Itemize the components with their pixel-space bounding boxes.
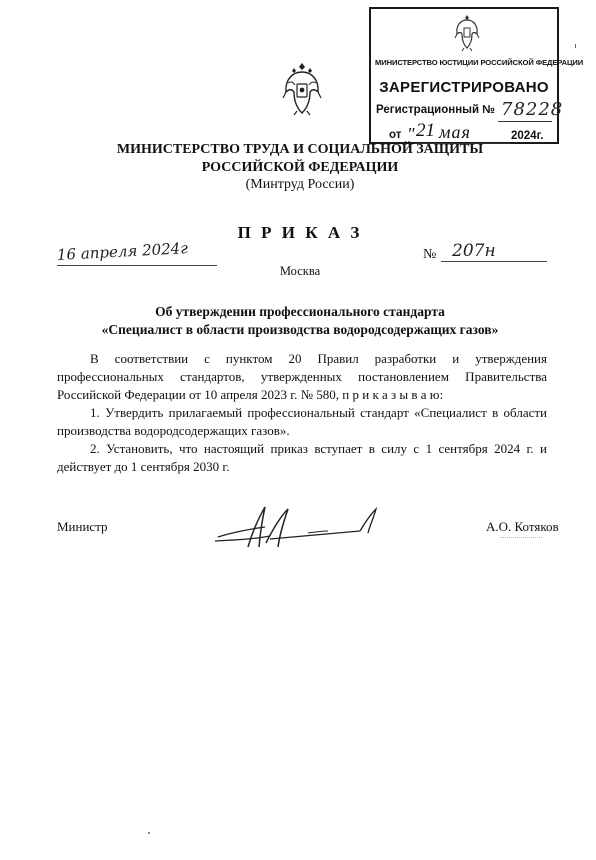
page-dot xyxy=(148,832,150,834)
subject-line1: Об утверждении профессионального стандарта xyxy=(155,304,445,319)
margin-tick xyxy=(575,44,576,48)
stamp-month: мая xyxy=(439,122,471,142)
stamp-quote: " xyxy=(407,124,415,144)
order-number: 207н xyxy=(452,241,496,261)
stamp-day: 21 xyxy=(416,120,435,141)
ministry-name-line1: МИНИСТЕРСТВО ТРУДА И СОЦИАЛЬНОЙ ЗАЩИТЫ xyxy=(116,142,484,157)
body-paragraph-item2: 2. Установить, что настоящий приказ вступает в силу с 1 сентября 2024 г. и действует до 1 сентября 2030 г. xyxy=(57,441,547,474)
handwritten-signature-icon xyxy=(210,503,385,553)
ministry-name xyxy=(100,141,500,177)
ministry-name-line2: РОССИЙСКОЙ ФЕДЕРАЦИИ xyxy=(201,160,399,175)
number-sign: № xyxy=(423,247,437,262)
stamp-status: ЗАРЕГИСТРИРОВАНО xyxy=(379,79,549,96)
document-type: П Р И К А З xyxy=(237,223,363,242)
stamp-year: 2024г. xyxy=(511,130,544,142)
body-paragraph-item1: 1. Утвердить прилагаемый профессиональный стандарт «Специалист в области производства водородсодержащих газов». xyxy=(57,405,547,438)
order-body xyxy=(57,350,547,476)
ministry-short-name: (Минтруд России) xyxy=(245,177,355,192)
signer-name: А.О. Котяков xyxy=(486,519,559,534)
stamp-reg-number: 78228 xyxy=(501,99,564,120)
order-number-underline xyxy=(441,261,547,262)
body-paragraph-preamble: В соответствии с пунктом 20 Правил разработки и утверждения профессиональных стандартов, утвержденных постановлением Правительства Российской Федерации от 10 апреля 2023 г. № 580, п р и к а з ы в а ю: xyxy=(57,351,547,402)
order-date: 16 апреля 2024г xyxy=(56,239,189,264)
signer-title: Министр xyxy=(57,519,108,534)
stamp-number-underline xyxy=(498,121,552,122)
stamp-from-label: от xyxy=(389,129,402,141)
registration-stamp xyxy=(369,7,584,144)
city: Москва xyxy=(279,264,321,278)
order-date-underline xyxy=(57,265,217,266)
faint-mark xyxy=(500,537,542,538)
stamp-emblem-icon xyxy=(454,12,480,52)
stamp-reg-label: Регистрационный № xyxy=(376,104,496,116)
subject-line2: «Специалист в области производства водородсодержащих газов» xyxy=(101,322,499,337)
stamp-ministry-name: МИНИСТЕРСТВО ЮСТИЦИИ РОССИЙСКОЙ ФЕДЕРАЦИИ xyxy=(375,58,584,67)
order-subject xyxy=(90,303,510,339)
coat-of-arms-icon xyxy=(282,61,322,117)
